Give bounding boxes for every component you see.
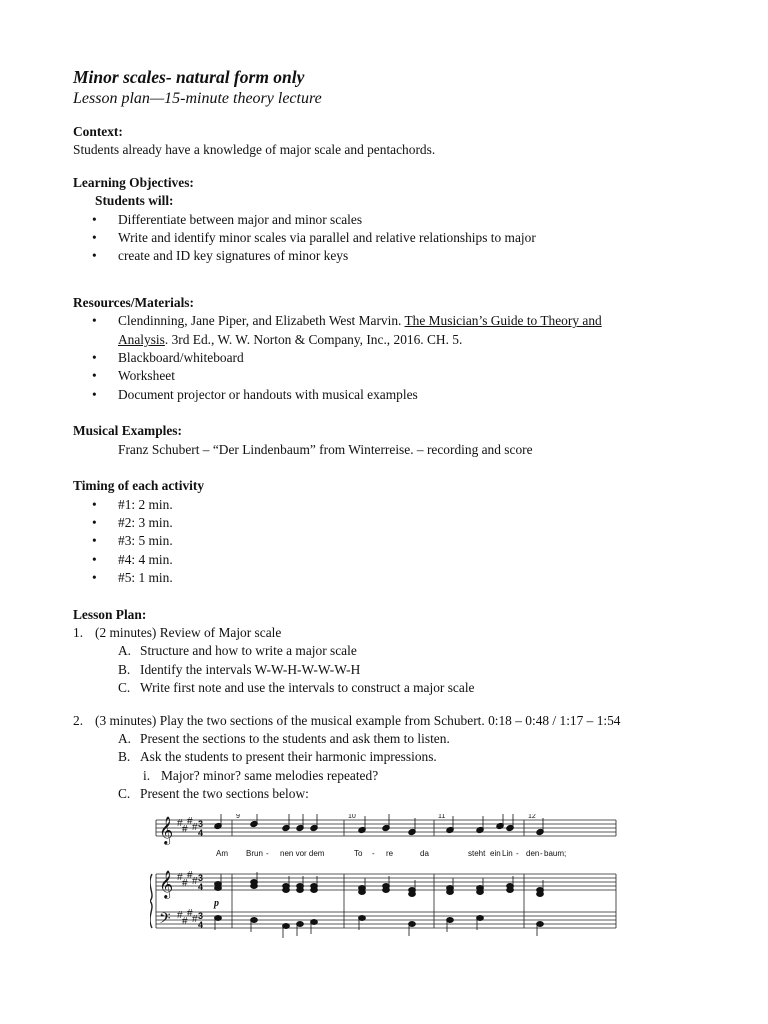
lyric-syllable: To xyxy=(354,849,363,858)
note-head xyxy=(215,916,222,921)
context-heading: Context: xyxy=(73,124,123,139)
item-letter: C. xyxy=(118,680,131,696)
step-number: 2. xyxy=(73,712,84,728)
time-signature: 4 xyxy=(198,920,204,930)
list-item: • Blackboard/whiteboard xyxy=(73,349,713,367)
objectives-heading: Learning Objectives: xyxy=(73,174,194,190)
note-head xyxy=(311,888,318,893)
list-item: • #2: 3 min. xyxy=(73,514,713,532)
book-authors: Clendinning, Jane Piper, and Elizabeth West Marvin. xyxy=(118,313,405,329)
measure-number: 12 xyxy=(528,814,536,820)
students-will-label: Students will: xyxy=(95,193,174,209)
note-head xyxy=(359,916,366,921)
list-item: • Differentiate between major and minor scales xyxy=(73,211,713,229)
note-head xyxy=(507,888,514,893)
item-letter: A. xyxy=(118,643,132,659)
item-text: Structure and how to write a major scale xyxy=(140,643,357,659)
list-item xyxy=(118,785,713,803)
step-2-subitems xyxy=(73,730,713,767)
time-signature: 3 xyxy=(198,819,204,829)
note-head xyxy=(409,922,416,927)
note-head xyxy=(297,922,304,927)
item-number: i. xyxy=(143,767,151,783)
objectives-list xyxy=(73,211,713,266)
lyric-syllable: steht xyxy=(468,849,486,858)
list-item: • #4: 4 min. xyxy=(73,551,713,569)
lyric-syllable: - xyxy=(372,849,375,858)
brace-symbol xyxy=(150,874,152,928)
sharp-icon: # xyxy=(187,870,193,881)
sharp-icon: # xyxy=(177,872,183,883)
lyric-syllable: Am xyxy=(216,849,228,858)
sharp-icon: # xyxy=(177,818,183,829)
item-text: Major? minor? same melodies repeated? xyxy=(161,767,379,783)
music-score-excerpt xyxy=(150,814,620,954)
sharp-icon: # xyxy=(177,910,183,921)
list-item xyxy=(73,767,713,785)
list-item xyxy=(118,642,713,660)
item-letter: C. xyxy=(118,786,131,802)
sharp-icon: # xyxy=(187,908,193,919)
resources-heading: Resources/Materials: xyxy=(73,294,194,310)
note-head xyxy=(251,884,258,889)
sharp-icon: # xyxy=(182,824,188,835)
list-item: • #5: 1 min. xyxy=(73,569,713,587)
list-item xyxy=(118,661,713,679)
item-letter: B. xyxy=(118,661,131,677)
lesson-step-2 xyxy=(73,712,713,730)
note-head xyxy=(311,920,318,925)
item-text: Ask the students to present their harmonic impressions. xyxy=(140,749,437,765)
note-head xyxy=(537,922,544,927)
lesson-step-1 xyxy=(73,624,713,642)
note-head xyxy=(251,918,258,923)
treble-clef-icon: 𝄞 xyxy=(159,870,174,898)
lyric-syllable: ein xyxy=(490,849,501,858)
lyric-syllable: baum; xyxy=(544,849,567,858)
musical-examples-text: Franz Schubert – “Der Lindenbaum” from Winterreise. – recording and score xyxy=(118,441,533,457)
item-letter: A. xyxy=(118,730,132,746)
step-number: 1. xyxy=(73,624,84,640)
list-item xyxy=(118,730,713,748)
measure-number: 9 xyxy=(236,814,240,820)
lyric-syllable: re xyxy=(386,849,394,858)
note-head xyxy=(477,916,484,921)
sharp-icon: # xyxy=(192,876,198,887)
note-head xyxy=(383,888,390,893)
bass-clef-icon: 𝄢 xyxy=(159,910,171,931)
book-title-cont: Analysis xyxy=(118,331,165,347)
list-item: • Worksheet xyxy=(73,367,713,385)
sharp-icon: # xyxy=(182,878,188,889)
lyric-syllable: da xyxy=(420,849,429,858)
note-head xyxy=(359,890,366,895)
book-details: . 3rd Ed., W. W. Norton & Company, Inc., 2016. CH. 5. xyxy=(164,331,463,347)
context-text: Students already have a knowledge of major scale and pentachords. xyxy=(73,142,436,158)
step-2-subitems-cont xyxy=(73,785,713,803)
book-title: The Musician’s Guide to Theory and xyxy=(404,313,602,329)
note-head xyxy=(283,888,290,893)
note-head xyxy=(283,924,290,929)
list-item: • #3: 5 min. xyxy=(73,532,713,550)
item-text: Present the two sections below: xyxy=(140,786,309,802)
sharp-icon: # xyxy=(192,822,198,833)
document-subtitle: Lesson plan—15-minute theory lecture xyxy=(73,90,322,107)
item-text: Identify the intervals W-W-H-W-W-W-H xyxy=(140,661,361,677)
item-text: Write first note and use the intervals to construct a major scale xyxy=(140,680,475,696)
step-text: (3 minutes) Play the two sections of the musical example from Schubert. 0:18 – 0:48 / 1:17 – 1:54 xyxy=(95,712,621,728)
list-item xyxy=(118,679,713,697)
step-text: (2 minutes) Review of Major scale xyxy=(95,624,282,640)
resources-list xyxy=(73,312,713,404)
lyric-syllable: Lin xyxy=(502,849,513,858)
document-title: Minor scales- natural form only xyxy=(73,67,305,87)
list-item: • Document projector or handouts with musical examples xyxy=(73,386,713,404)
score-graphic xyxy=(150,814,620,954)
item-text: Present the sections to the students and ask them to listen. xyxy=(140,730,450,746)
lesson-plan-heading: Lesson Plan: xyxy=(73,606,147,622)
sharp-icon: # xyxy=(182,916,188,927)
lyric-syllable: - xyxy=(516,849,519,858)
musical-examples-heading: Musical Examples: xyxy=(73,423,182,439)
time-signature: 4 xyxy=(198,828,204,838)
item-letter: B. xyxy=(118,749,131,765)
note-head xyxy=(409,892,416,897)
sharp-icon: # xyxy=(192,914,198,925)
note-head xyxy=(537,892,544,897)
note-head xyxy=(447,918,454,923)
dynamic-marking: p xyxy=(214,898,219,909)
time-signature: 4 xyxy=(198,882,204,892)
note-head xyxy=(477,890,484,895)
lyric-syllable: den xyxy=(526,849,540,858)
lyric-syllable: Brun xyxy=(246,849,263,858)
timing-heading: Timing of each activity xyxy=(73,478,205,494)
lyric-syllable: - xyxy=(540,849,543,858)
list-item: • create and ID key signatures of minor keys xyxy=(73,247,713,265)
timing-list xyxy=(73,496,713,588)
lyric-syllable: - xyxy=(266,849,269,858)
measure-number: 11 xyxy=(438,814,446,820)
time-signature: 3 xyxy=(198,911,204,921)
treble-clef-icon: 𝄞 xyxy=(159,816,174,844)
measure-number: 10 xyxy=(348,814,356,820)
list-item xyxy=(118,748,713,766)
list-item: • Write and identify minor scales via parallel and relative relationships to major xyxy=(73,229,713,247)
lyric-syllable: nen vor dem xyxy=(280,849,325,858)
document-page xyxy=(73,66,713,804)
list-item xyxy=(73,312,713,349)
list-item: • #1: 2 min. xyxy=(73,496,713,514)
sharp-icon: # xyxy=(187,816,193,827)
time-signature: 3 xyxy=(198,873,204,883)
note-head xyxy=(447,890,454,895)
step-1-subitems xyxy=(73,642,713,697)
note-head xyxy=(215,886,222,891)
note-head xyxy=(297,888,304,893)
